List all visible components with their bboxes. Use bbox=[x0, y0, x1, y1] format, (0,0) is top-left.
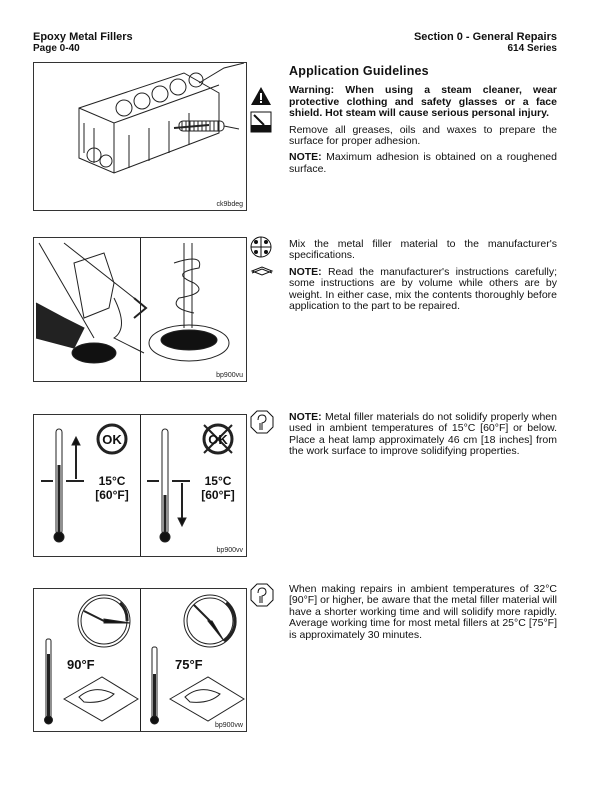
right-temp-c: 15°C bbox=[204, 474, 232, 488]
mix-paragraph: Mix the metal filler material to the manufacturer's specifications. bbox=[289, 238, 557, 262]
warning-text: When using a steam cleaner, wear protective clothing and safety glasses or a face shield. Hot steam will cause serious personal injury. bbox=[289, 84, 557, 120]
note-text: Read the manufacturer's instructions carefully; some instructions are by volume while others are by weight. In either case, mix the contents thoroughly before application to the part to be repaired. bbox=[289, 265, 557, 313]
left-temp-label: 90°F bbox=[67, 657, 95, 672]
figure-code: bp900vu bbox=[216, 372, 243, 379]
working-time-illustration bbox=[34, 589, 246, 731]
section-temperature-note bbox=[289, 412, 557, 463]
section-application-guidelines bbox=[289, 66, 557, 180]
prep-paragraph: Remove all greases, oils and waxes to prepare the surface for proper adhesion. bbox=[289, 123, 557, 148]
left-temp-f: [60°F] bbox=[95, 488, 129, 502]
not-ok-label: OK bbox=[208, 432, 228, 447]
note-text: Metal filler materials do not solidify properly when used in ambient temperatures of 15°C [60°F] or below. Place a heat lamp approximately 46 cm [18 inches] from the work surface to improve solidifying properties. bbox=[289, 411, 557, 458]
note-label: NOTE: bbox=[289, 151, 322, 164]
note-icon bbox=[250, 410, 274, 434]
note-paragraph bbox=[289, 412, 557, 458]
figure-mix-filler bbox=[33, 237, 247, 382]
thermometer-illustration bbox=[34, 415, 246, 556]
warning-paragraph bbox=[289, 85, 557, 119]
figure-temperature-ok bbox=[33, 414, 247, 557]
section-working-time bbox=[289, 584, 557, 646]
figure-code: bp900vw bbox=[214, 722, 243, 729]
mix-icon bbox=[250, 236, 272, 258]
note-label: NOTE: bbox=[289, 411, 322, 423]
page-number: Page 0-40 bbox=[33, 43, 80, 54]
ok-label: OK bbox=[102, 432, 122, 447]
read-manual-icon bbox=[250, 263, 274, 277]
section-mix-filler bbox=[289, 239, 557, 317]
note-icon bbox=[250, 583, 274, 607]
section-title: Section 0 - General Repairs bbox=[413, 31, 557, 43]
engine-block-illustration bbox=[34, 63, 246, 210]
header-right bbox=[414, 31, 557, 55]
figure-engine-block-steam-clean bbox=[33, 62, 247, 211]
note-paragraph bbox=[289, 152, 557, 175]
right-temp-f: [60°F] bbox=[201, 488, 235, 502]
header-left bbox=[33, 31, 133, 55]
left-temp-c: 15°C bbox=[98, 474, 126, 488]
figure-working-time bbox=[33, 588, 247, 732]
note-label: NOTE: bbox=[289, 265, 322, 278]
warning-icon bbox=[250, 86, 272, 106]
note-paragraph bbox=[289, 267, 557, 313]
document-title: Epoxy Metal Fillers bbox=[33, 31, 133, 43]
note-text: Maximum adhesion is obtained on a roughened surface. bbox=[289, 151, 557, 175]
section-heading: Application Guidelines bbox=[289, 64, 429, 78]
mixing-illustration bbox=[34, 238, 246, 381]
figure-code: bp900vv bbox=[216, 547, 243, 554]
warning-label: Warning: bbox=[289, 84, 335, 97]
right-temp-label: 75°F bbox=[175, 657, 203, 672]
clean-surface-icon bbox=[250, 111, 272, 133]
working-time-paragraph: When making repairs in ambient temperatures of 32°C [90°F] or higher, be aware that the metal filler material will have a shorter working time and will solidify more rapidly. Average working time for most metal fillers at 25°C [75°F] is approximately 30 minutes. bbox=[289, 583, 557, 641]
figure-code: ck9bdeg bbox=[216, 201, 243, 208]
series-label: 614 Series bbox=[507, 43, 557, 54]
